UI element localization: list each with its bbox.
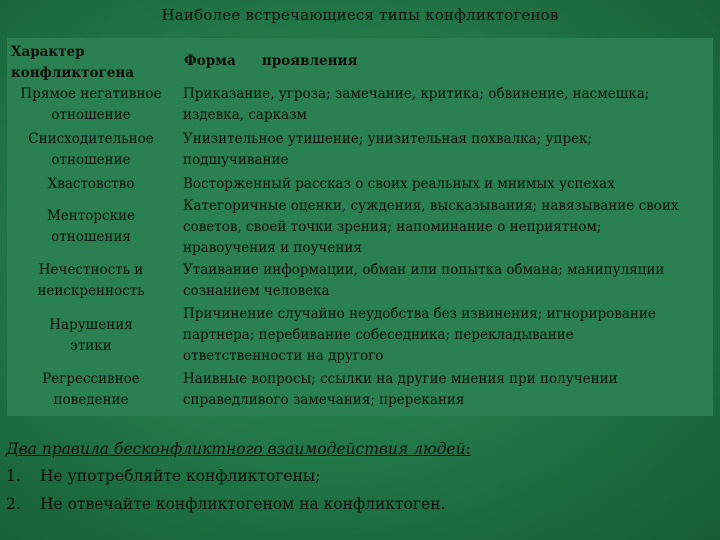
row-type-cell: Снисходительное отношение: [28, 131, 154, 168]
row-type-cell: Хвастовство: [47, 176, 135, 192]
rules-heading: [6, 440, 471, 458]
row-type-cell: Прямое негативное отношение: [20, 86, 162, 123]
row-type-cell: Нарушения этики: [49, 317, 133, 354]
rules-heading-text: Два правила бесконфликтного взаимодействия людей: [6, 440, 466, 458]
header-form-column: Форма проявления: [184, 53, 358, 69]
rule-number: 1.: [6, 467, 21, 485]
rule-item: [6, 495, 445, 513]
rule-text: Не употребляйте конфликтогены;: [40, 467, 321, 485]
row-type-cell: Менторские отношения: [46, 208, 136, 245]
header-character-column: Характер конфликтогена: [11, 44, 134, 81]
slide-title: Наиболее встречающиеся типы конфликтогенов: [161, 6, 559, 24]
row-form-cell: Категоричные оценки, суждения, высказывания; навязывание своих советов, своей точки зрения; напоминание о неприятном; нравоучения и поучения: [183, 198, 679, 256]
row-form-cell: Восторженный рассказ о своих реальных и мнимых успехах: [183, 176, 615, 192]
row-type-cell: Регрессивное поведение: [42, 371, 140, 408]
rule-item: [6, 467, 320, 485]
row-form-cell: Причинение случайно неудобства без извинения; игнорирование партнера; перебивание собеседника; перекладывание ответственности на другого: [183, 306, 656, 364]
rules-heading-colon: :: [465, 440, 471, 458]
rule-text: Не отвечайте конфликтогеном на конфликтоген.: [40, 495, 446, 513]
row-form-cell: Наивные вопросы; ссылки на другие мнения при получении справедливого замечания; пререкания: [183, 371, 618, 408]
row-type-cell: Нечестность и неискренность: [37, 262, 145, 299]
row-form-cell: Приказание, угроза; замечание, критика; обвинение, насмешка; издевка, сарказм: [183, 86, 650, 123]
row-form-cell: Утаивание информации, обман или попытка обмана; манипуляции сознанием человека: [183, 262, 665, 299]
rule-number: 2.: [6, 495, 21, 513]
row-form-cell: Унизительное утишение; унизительная похвалка; упрек; подшучивание: [183, 131, 593, 168]
